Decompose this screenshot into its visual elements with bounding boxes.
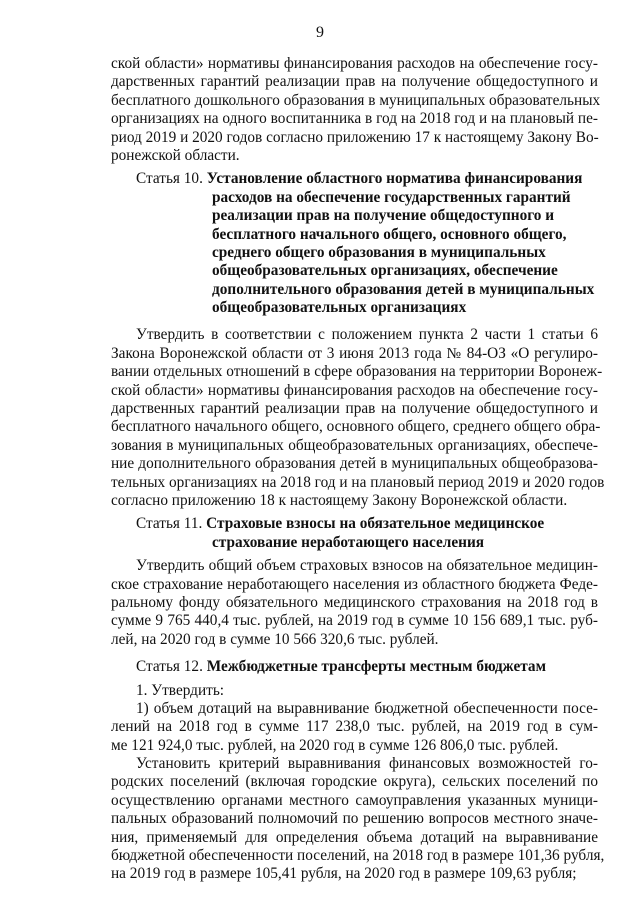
article-12-body <box>111 681 605 884</box>
text-line: тельных организациях на 2018 год и на плановый период 2019 и 2020 годов <box>111 473 605 491</box>
text-line: сумме 9 765 440,4 тыс. рублей, на 2019 год в сумме 10 156 689,1 тыс. руб- <box>111 612 598 630</box>
article-title-line: среднего общего образования в муниципальных <box>212 243 546 261</box>
text-line: бюджетной обеспеченности поселений, на 2018 год в размере 101,36 рубля, <box>111 847 605 865</box>
article-11-body <box>111 557 598 649</box>
article-title-line: общеобразовательных организациях <box>212 299 467 317</box>
article-title-line: дополнительного образования детей в муниципальных <box>212 280 595 298</box>
article-heading-line <box>136 658 598 676</box>
text-line: 1. Утвердить: <box>136 681 225 699</box>
document-body <box>111 55 605 884</box>
article-label: Статья 12. <box>136 658 203 676</box>
text-line: зования в муниципальных общеобразовательных организациях, обеспече- <box>111 436 598 454</box>
article-title-line: реализации прав на получение общедоступного и <box>212 207 555 225</box>
text-line: дарственных гарантий реализации прав на получение общедоступного и <box>111 73 598 91</box>
text-line: ме 121 924,0 тыс. рублей, на 2020 год в сумме 126 806,0 тыс. рублей. <box>111 736 559 754</box>
article-title-line: общеобразовательных организациях, обеспечение <box>212 262 558 280</box>
text-line: Утвердить в соответствии с положением пункта 2 части 1 статьи 6 <box>136 326 598 344</box>
text-line: ральному фонду обязательного медицинского страхования на 2018 год в <box>111 593 598 611</box>
article-12-heading <box>111 658 598 676</box>
article-title-line: Страховые взносы на обязательное медицинское <box>206 515 545 533</box>
text-line: родских поселений (включая городские округа), сельских поселений по <box>111 773 598 791</box>
text-line: 1) объем дотаций на выравнивание бюджетной обеспеченности посе- <box>136 699 598 717</box>
text-line: лений на 2018 год в сумме 117 238,0 тыс. рублей, на 2019 год в сум- <box>111 718 598 736</box>
text-line: ние дополнительного образования детей в муниципальных общеобразова- <box>111 455 598 473</box>
text-line: бесплатного дошкольного образования в муниципальных образовательных <box>111 91 601 109</box>
article-heading-line <box>136 170 598 188</box>
continuation-paragraph <box>111 55 601 165</box>
article-label: Статья 11. <box>136 515 203 533</box>
text-line: организациях на одного воспитанника в год на 2018 год и на плановый пе- <box>111 110 598 128</box>
text-line: Установить критерий выравнивания финансовых возможностей го- <box>136 755 598 773</box>
text-line: осуществлению органами местного самоуправления указанных муници- <box>111 791 598 809</box>
article-title-line: Межбюджетные трансферты местным бюджетам <box>206 658 546 676</box>
text-line: Утвердить общий объем страховых взносов на обязательное медицин- <box>136 557 598 575</box>
text-line: ской области» нормативы финансирования расходов на обеспечение госу- <box>111 381 598 399</box>
article-10-body <box>111 326 605 510</box>
text-line: дарственных гарантий реализации прав на получение общедоступного и <box>111 400 598 418</box>
text-line: ронежской области. <box>111 146 240 164</box>
text-line: пальных образований полномочий по решению вопросов местного значе- <box>111 810 598 828</box>
text-line: ское страхование неработающего населения из областного бюджета Феде- <box>111 575 598 593</box>
article-10-heading <box>111 170 598 317</box>
article-label: Статья 10. <box>136 170 203 188</box>
page-number: 9 <box>316 24 324 41</box>
text-line: вании отдельных отношений в сфере образования на территории Воронеж- <box>111 363 603 381</box>
article-title-line: страхование неработающего населения <box>212 533 485 551</box>
text-line: бесплатного начального общего, основного общего, среднего общего обра- <box>111 418 601 436</box>
article-title-line: бесплатного начального общего, основного общего, <box>212 225 567 243</box>
text-line: ния, применяемый для определения объема дотаций на выравнивание <box>111 828 598 846</box>
text-line: лей, на 2020 год в сумме 10 566 320,6 тыс. рублей. <box>111 630 439 648</box>
text-line: риод 2019 и 2020 годов согласно приложению 17 к настоящему Закону Во- <box>111 128 599 146</box>
text-line: на 2019 год в размере 105,41 рубля, на 2020 год в размере 109,63 рубля; <box>111 865 577 883</box>
article-title-line: Установление областного норматива финансирования <box>206 170 583 188</box>
article-title-line: расходов на обеспечение государственных гарантий <box>212 188 571 206</box>
text-line: Закона Воронежской области от 3 июня 2013 года № 84-ОЗ «О регулиро- <box>111 344 598 362</box>
text-line: ской области» нормативы финансирования расходов на обеспечение госу- <box>111 55 598 72</box>
article-heading-line <box>136 515 598 533</box>
text-line: согласно приложению 18 к настоящему Закону Воронежской области. <box>111 491 568 509</box>
article-11-heading <box>111 515 598 552</box>
